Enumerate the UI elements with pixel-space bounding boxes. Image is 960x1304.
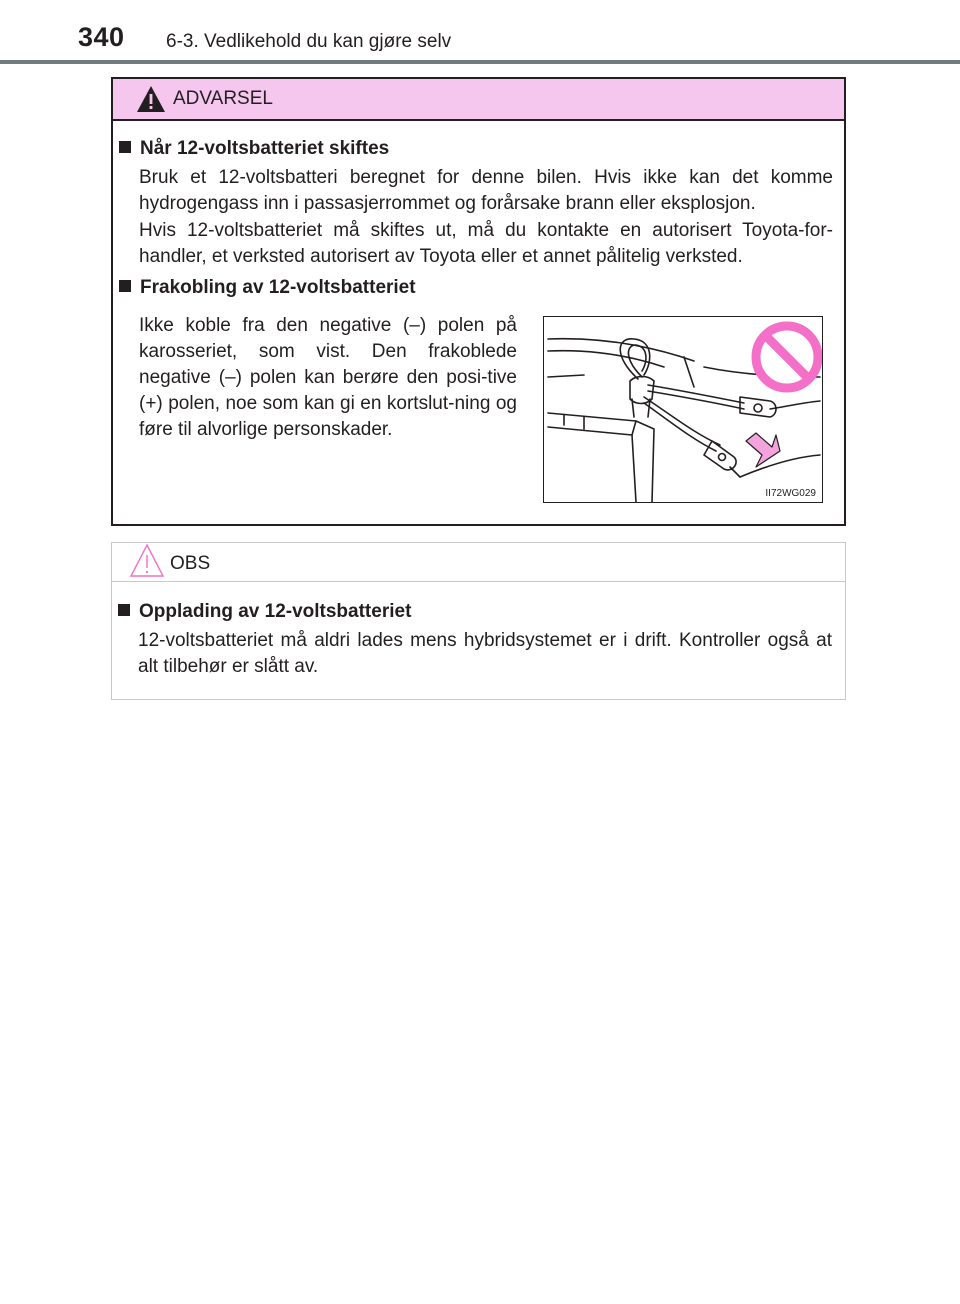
bullet-square-icon: [118, 604, 130, 616]
paragraph-battery-dealer: Hvis 12-voltsbatteriet må skiftes ut, må du kontakte en autorisert Toyota-for-handler, et verksted autorisert av Toyota eller et annet pålitelig verksted.: [139, 220, 833, 267]
page-number: 340: [78, 22, 125, 52]
bullet-square-icon: [119, 141, 131, 153]
warning-box: [111, 77, 846, 526]
pointer-arrow-icon: [746, 433, 780, 467]
engine-bay-drawing: [544, 317, 822, 502]
chapter-title: 6-3. Vedlikehold du kan gjøre selv: [166, 31, 452, 52]
header-rule: [0, 60, 960, 64]
paragraph-charging: 12-voltsbatteriet må aldri lades mens hybridsystemet er i drift. Kontroller også at alt tilbehør er slått av.: [138, 630, 832, 677]
caution-triangle-icon: [129, 543, 165, 579]
notice-label: OBS: [170, 553, 211, 574]
paragraph-battery-type: Bruk et 12-voltsbatteri beregnet for denne bilen. Hvis ikke kan det komme hydrogengass inn i passasjerrommet og forårsake brann eller eksplosjon.: [139, 167, 833, 214]
notice-header: [112, 543, 845, 582]
warning-header: [113, 79, 844, 121]
section-title-disconnect: Frakobling av 12-voltsbatteriet: [119, 277, 416, 299]
warning-label: ADVARSEL: [173, 88, 273, 109]
prohibition-icon: [756, 326, 818, 388]
bullet-square-icon: [119, 280, 131, 292]
battery-terminal-illustration: [543, 316, 823, 503]
section-title-charging: Opplading av 12-voltsbatteriet: [118, 601, 411, 623]
section-title-battery-replace: Når 12-voltsbatteriet skiftes: [119, 138, 389, 160]
notice-box: [111, 542, 846, 700]
figure-code: II72WG029: [765, 488, 816, 499]
page-header: [0, 0, 960, 66]
warning-triangle-icon: [136, 85, 166, 113]
paragraph-disconnect: Ikke koble fra den negative (–) polen på karosseriet, som vist. Den frakoblede negative (–) polen kan berøre den posi-tive (+) polen, noe som kan gi en kortslut-ning og føre til alvorlige personskader.: [139, 315, 517, 440]
